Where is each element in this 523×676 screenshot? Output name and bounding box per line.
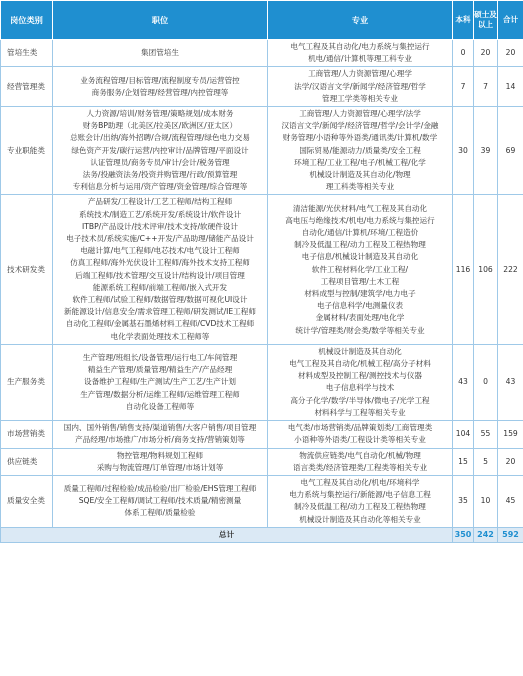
major-line: 物流供应链类/电气自动化/机械/物理 [299, 450, 421, 460]
header-master: 硕士及以上 [474, 1, 498, 40]
position-line: 软件工程师/试验工程师/数据管理/数据可视化UI设计 [72, 295, 248, 305]
major-line: 清洁能源/光伏材料/电气工程及其自动化 [292, 203, 428, 213]
row-bachelor: 0 [453, 40, 474, 67]
major-line: 材料科学与工程等相关专业 [314, 407, 406, 417]
row-positions [53, 475, 268, 527]
major-line: 制冷及低温工程/动力工程及工程热物理 [294, 240, 426, 250]
row-bachelor: 104 [453, 421, 474, 448]
row-majors [268, 107, 453, 195]
table-row [1, 195, 523, 344]
major-line: 材料成型及控制工程/测控技术与仪器 [297, 371, 423, 381]
total-label: 总计 [1, 527, 453, 542]
row-majors [268, 40, 453, 67]
header-position: 职位 [53, 1, 268, 40]
position-line: 电子技术员/系统实施/C++开发/产品助理/储能产品设计 [66, 234, 254, 244]
table-row [1, 344, 523, 420]
major-line: 机械设计制造及其自动化 [318, 346, 402, 356]
row-total: 69 [498, 107, 523, 195]
row-master: 5 [474, 448, 498, 475]
major-line: 机电/通信/计算机等理工科专业 [308, 54, 412, 64]
row-total: 43 [498, 344, 523, 420]
position-line: 能源系统工程师/前端工程师/嵌入式开发 [92, 282, 228, 292]
row-category: 质量安全类 [1, 475, 53, 527]
header-major: 专业 [268, 1, 453, 40]
row-positions [53, 67, 268, 107]
position-line: 精益生产管理/质量管理/精益生产/产品经理 [87, 365, 233, 375]
table-body [1, 40, 523, 528]
row-total: 14 [498, 67, 523, 107]
major-line: 高分子化学/数学/半导体/微电子/光学工程 [290, 395, 430, 405]
row-majors [268, 421, 453, 448]
position-line: 法务/投融资法务/投资并购管理/行政/预算管理 [82, 170, 238, 180]
position-line: 仿真工程师/海外光伏设计工程师/海外技术支持工程师 [70, 258, 250, 268]
row-total: 159 [498, 421, 523, 448]
position-line: 商务服务/企划管理/经营管理/内控管理等 [91, 87, 229, 97]
position-line: 产品经理/市场推广/市场分析/商务支持/营销策划等 [75, 435, 245, 445]
row-category: 管培生类 [1, 40, 53, 67]
row-master: 20 [474, 40, 498, 67]
position-line: 后端工程师/技术管理/交互设计/结构设计/项目管理 [75, 270, 245, 280]
position-line: 集团管培生 [141, 48, 179, 58]
table-row [1, 40, 523, 67]
position-line: 设备维护工程师/生产测试/生产工艺/生产计划 [84, 377, 236, 387]
position-line: 物控管理/物料规划工程师 [116, 450, 204, 460]
major-line: 统计学/管理类/财会类/数学等相关专业 [295, 325, 425, 335]
row-total: 222 [498, 195, 523, 344]
row-bachelor: 116 [453, 195, 474, 344]
row-master: 7 [474, 67, 498, 107]
major-line: 汉语言文学/新闻学/经济管理/哲学/会计学/金融 [281, 121, 439, 131]
row-positions [53, 344, 268, 420]
major-line: 金属材料/表面处理/电化学 [315, 313, 405, 323]
major-line: 电气工程及其自动化/电力系统与集控运行 [290, 42, 430, 51]
position-line: 绿色资产开发/碳行运营/内控审计/品牌管理/平面设计 [71, 145, 249, 155]
major-line: 机械设计制造及其自动化等相关专业 [299, 514, 421, 524]
row-category: 市场营销类 [1, 421, 53, 448]
position-line: 电磁计算/电气工程师/电芯技术/电气设计工程师 [80, 246, 240, 256]
position-line: 人力资源/培训/财务管理/策略规划/成本财务 [86, 109, 234, 119]
major-line: 电子信息科学与技术 [325, 383, 395, 393]
major-line: 工程项目管理/土木工程 [320, 276, 400, 286]
major-line: 小语种等外语类/工程设计类等相关专业 [294, 435, 426, 445]
major-line: 环境工程/工业工程/电子/机械工程/化学 [294, 157, 426, 167]
position-line: 产品研发/工程设计/工艺工程师/结构工程师 [87, 197, 233, 207]
position-line: 体系工程师/质量检验 [124, 508, 196, 518]
major-line: 法学/汉语言文学/新闻学/经济管理/哲学 [294, 81, 426, 91]
row-positions [53, 421, 268, 448]
table-row [1, 67, 523, 107]
major-line: 工商管理/人力资源管理/心理学/法学 [299, 109, 421, 119]
major-line: 自动化/通信/计算机/环境/工程造价 [301, 227, 419, 237]
position-line: 电化学表面处理技术工程师等 [110, 331, 210, 341]
row-positions [53, 107, 268, 195]
position-line: 系统技术/制造工艺/系统开发/系统设计/软件设计 [78, 209, 242, 219]
row-positions [53, 40, 268, 67]
position-line: 自动化工程师/金属基石墨烯材料工程师/CVD技术工程师 [65, 319, 255, 329]
row-positions [53, 448, 268, 475]
position-line: 认证管理员/商务专员/审计/会计/税务管理 [90, 157, 230, 167]
position-line: 新能源设计/信息安全/需求管理工程师/研发测试/IE工程师 [64, 307, 256, 317]
position-line: 生产管理/班组长/设备管理/运行电工/车间管理 [82, 352, 238, 362]
position-line: ITBP/产品设计/技术评审/技术支持/软硬件设计 [82, 221, 238, 231]
header-category: 岗位类别 [1, 1, 53, 40]
major-line: 财务管理/小语种等外语类/通讯类/计算机/数学 [282, 133, 438, 143]
position-line: 业务流程管理/目标管理/流程制度专员/运营管控 [80, 75, 240, 85]
position-line: 国内、国外销售/销售支持/渠道销售/大客户销售/项目管理 [63, 423, 257, 433]
position-line: 财务BP助理（北美区/拉美区/欧洲区/亚太区） [82, 121, 238, 131]
position-line: 生产管理/数据分析/运维工程师/运维管理工程师 [80, 389, 240, 399]
position-line: 总账会计/出纳/海外招聘/合规/流程管理/绿色电力交易 [70, 133, 250, 143]
major-line: 国际贸易/能源动力/质量类/安全工程 [299, 145, 421, 155]
row-bachelor: 7 [453, 67, 474, 107]
position-line: 采购与物流管理/订单管理/市场计划等 [96, 462, 224, 472]
table-row [1, 107, 523, 195]
total-row [1, 527, 523, 542]
row-category: 供应链类 [1, 448, 53, 475]
header-total: 合计 [498, 1, 523, 40]
row-bachelor: 15 [453, 448, 474, 475]
major-line: 工商管理/人力资源管理/心理学 [308, 69, 412, 79]
major-line: 理工科类等相关专业 [325, 182, 395, 192]
major-line: 高电压与绝缘技术/机电/电力系统与集控运行 [285, 215, 435, 225]
major-line: 软件工程材料化学/工业工程/ [311, 264, 409, 274]
row-category: 专业职能类 [1, 107, 53, 195]
row-category: 技术研发类 [1, 195, 53, 344]
row-master: 0 [474, 344, 498, 420]
row-positions [53, 195, 268, 344]
major-line: 电气工程及其自动化/机械工程/高分子材料 [289, 359, 431, 369]
row-master: 106 [474, 195, 498, 344]
major-line: 机械设计制造及其自动化/物理 [309, 170, 411, 180]
major-line: 电子信息科学/电测量仪表 [316, 301, 404, 311]
row-master: 39 [474, 107, 498, 195]
row-total: 20 [498, 40, 523, 67]
total-master: 242 [474, 527, 498, 542]
major-line: 管理工学类等相关专业 [322, 93, 398, 103]
row-total: 20 [498, 448, 523, 475]
table-row [1, 448, 523, 475]
total-bachelor: 350 [453, 527, 474, 542]
major-line: 电气工程及其自动化/机电/环境科学 [300, 477, 420, 487]
row-master: 55 [474, 421, 498, 448]
table-row [1, 421, 523, 448]
major-line: 语言类类/经济管理类/工程类等相关专业 [292, 462, 428, 472]
table-header-row [1, 1, 523, 40]
major-line: 电力系统与集控运行/新能源/电子信息工程 [289, 490, 431, 500]
header-bachelor: 本科 [453, 1, 474, 40]
row-majors [268, 67, 453, 107]
major-line: 电子信息/机械设计制造及其自动化 [301, 252, 419, 262]
table-row [1, 475, 523, 527]
row-master: 10 [474, 475, 498, 527]
row-category: 经营管理类 [1, 67, 53, 107]
major-line: 制冷及低温工程/动力工程及工程热物理 [294, 502, 426, 512]
row-bachelor: 35 [453, 475, 474, 527]
total-total: 592 [498, 527, 523, 542]
position-line: 自动化设备工程师等 [125, 401, 195, 411]
major-line: 电气类/市场营销类/品牌策划类/工商管理类 [287, 423, 433, 433]
row-majors [268, 195, 453, 344]
position-line: 专利信息分析与运用/资产管理/资金管理/综合管理等 [72, 182, 248, 192]
row-bachelor: 30 [453, 107, 474, 195]
position-line: 质量工程师/过程检验/成品检验/出厂检验/EHS管理工程师 [63, 484, 257, 493]
row-bachelor: 43 [453, 344, 474, 420]
row-category: 生产服务类 [1, 344, 53, 420]
row-majors [268, 475, 453, 527]
position-line: SQE/安全工程师/调试工程师/技术质量/精密测量 [78, 496, 242, 506]
major-line: 材料成型与控制/建筑学/电力电子 [304, 288, 416, 298]
row-majors [268, 344, 453, 420]
row-majors [268, 448, 453, 475]
row-total: 45 [498, 475, 523, 527]
